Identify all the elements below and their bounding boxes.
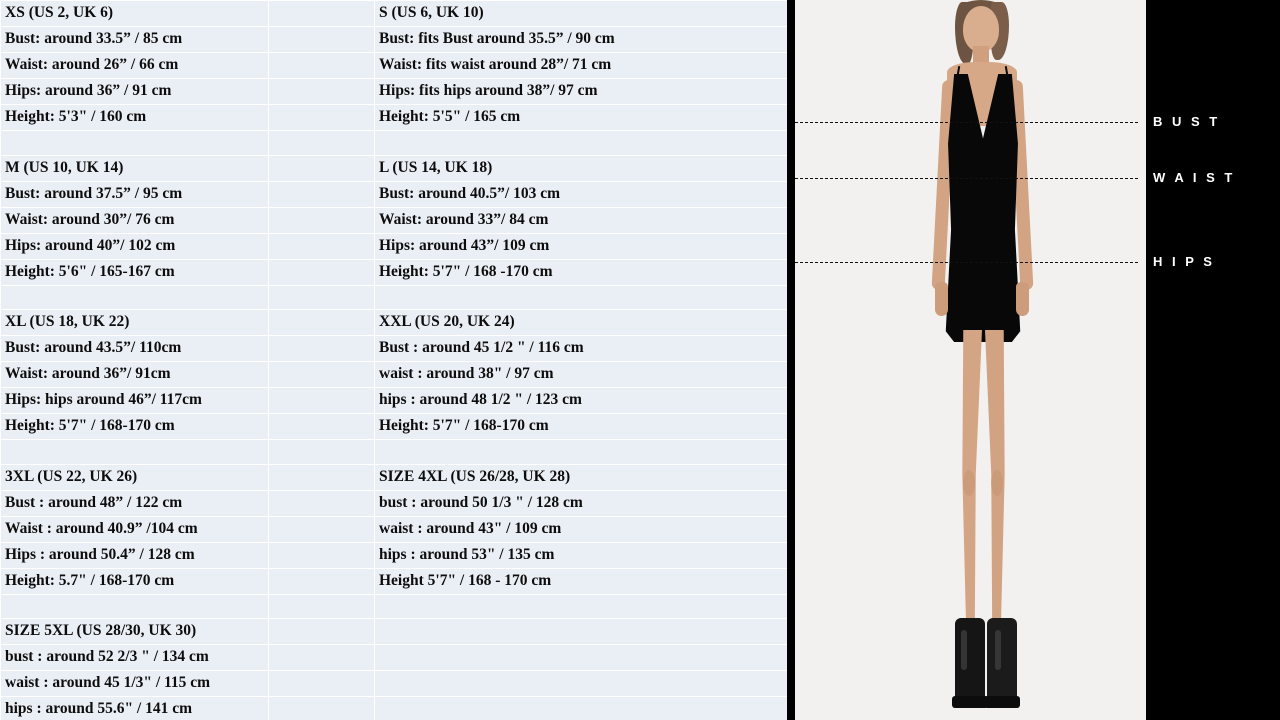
left-boot-highlight	[961, 630, 967, 670]
table-cell-empty	[269, 207, 375, 233]
hips-guide-line	[795, 262, 1138, 263]
table-cell-empty	[269, 155, 375, 181]
photo-letterbox-left	[787, 0, 795, 720]
table-row	[1, 645, 788, 671]
l-height: Height: 5'7" / 168 -170 cm	[375, 259, 788, 285]
table-row	[1, 490, 788, 516]
table-cell-empty	[375, 619, 788, 645]
table-row	[1, 181, 788, 207]
fourxl-height: Height 5'7" / 168 - 170 cm	[375, 568, 788, 594]
threexl-height: Height: 5.7" / 168-170 cm	[1, 568, 269, 594]
table-cell-empty	[269, 464, 375, 490]
right-boot-highlight	[995, 630, 1001, 670]
table-cell-empty	[1, 131, 269, 156]
table-row	[1, 542, 788, 568]
table-cell-empty	[269, 516, 375, 542]
table-row-spacer	[1, 440, 788, 465]
bust-guide-line	[795, 122, 1138, 123]
threexl-waist: Waist : around 40.9” /104 cm	[1, 516, 269, 542]
left-knee-shading	[963, 470, 975, 496]
table-row	[1, 259, 788, 285]
table-cell-empty	[375, 285, 788, 310]
size-heading-5xl: SIZE 5XL (US 28/30, UK 30)	[1, 619, 269, 645]
xxl-bust: Bust : around 45 1/2 " / 116 cm	[375, 336, 788, 362]
table-row	[1, 697, 788, 720]
table-cell-empty	[269, 594, 375, 619]
table-cell-empty	[269, 259, 375, 285]
table-row	[1, 568, 788, 594]
table-cell-empty	[269, 79, 375, 105]
table-row	[1, 464, 788, 490]
s-height: Height: 5'5" / 165 cm	[375, 105, 788, 131]
table-row-spacer	[1, 285, 788, 310]
table-row	[1, 207, 788, 233]
table-row	[1, 1, 788, 27]
xl-bust: Bust: around 43.5”/ 110cm	[1, 336, 269, 362]
fourxl-waist: waist : around 43" / 109 cm	[375, 516, 788, 542]
right-ankle-boot	[987, 618, 1017, 704]
size-heading-xs: XS (US 2, UK 6)	[1, 1, 269, 27]
table-row	[1, 388, 788, 414]
waist-guide-label: W A I S T	[1153, 170, 1236, 185]
table-cell-empty	[269, 440, 375, 465]
m-height: Height: 5'6" / 165-167 cm	[1, 259, 269, 285]
hips-guide-label: H I P S	[1153, 254, 1215, 269]
table-cell-empty	[375, 671, 788, 697]
model-photo-panel	[787, 0, 1280, 720]
size-heading-s: S (US 6, UK 10)	[375, 1, 788, 27]
size-heading-m: M (US 10, UK 14)	[1, 155, 269, 181]
table-row	[1, 79, 788, 105]
size-heading-l: L (US 14, UK 18)	[375, 155, 788, 181]
table-cell-empty	[269, 619, 375, 645]
table-cell-empty	[1, 440, 269, 465]
table-cell-empty	[269, 285, 375, 310]
model-photo	[787, 0, 1280, 720]
table-cell-empty	[269, 53, 375, 79]
table-cell-empty	[269, 310, 375, 336]
table-row-spacer	[1, 131, 788, 156]
table-row	[1, 362, 788, 388]
xl-height: Height: 5'7" / 168-170 cm	[1, 414, 269, 440]
s-waist: Waist: fits waist around 28”/ 71 cm	[375, 53, 788, 79]
xxl-hips: hips : around 48 1/2 " / 123 cm	[375, 388, 788, 414]
table-cell-empty	[269, 1, 375, 27]
model-figure	[795, 0, 1146, 720]
xl-waist: Waist: around 36”/ 91cm	[1, 362, 269, 388]
table-row	[1, 53, 788, 79]
fourxl-bust: bust : around 50 1/3 " / 128 cm	[375, 490, 788, 516]
table-cell-empty	[1, 285, 269, 310]
l-bust: Bust: around 40.5”/ 103 cm	[375, 181, 788, 207]
xs-waist: Waist: around 26” / 66 cm	[1, 53, 269, 79]
table-cell-empty	[375, 645, 788, 671]
table-row	[1, 27, 788, 53]
fivexl-waist: waist : around 45 1/3" / 115 cm	[1, 671, 269, 697]
xxl-height: Height: 5'7" / 168-170 cm	[375, 414, 788, 440]
xs-bust: Bust: around 33.5” / 85 cm	[1, 27, 269, 53]
table-row	[1, 414, 788, 440]
size-heading-xxl: XXL (US 20, UK 24)	[375, 310, 788, 336]
size-heading-xl: XL (US 18, UK 22)	[1, 310, 269, 336]
s-bust: Bust: fits Bust around 35.5” / 90 cm	[375, 27, 788, 53]
table-cell-empty	[269, 105, 375, 131]
m-bust: Bust: around 37.5” / 95 cm	[1, 181, 269, 207]
threexl-hips: Hips : around 50.4” / 128 cm	[1, 542, 269, 568]
table-cell-empty	[269, 645, 375, 671]
table-row-spacer	[1, 594, 788, 619]
table-cell-empty	[269, 131, 375, 156]
left-boot-sole	[952, 696, 988, 708]
l-hips: Hips: around 43”/ 109 cm	[375, 233, 788, 259]
table-cell-empty	[269, 490, 375, 516]
s-hips: Hips: fits hips around 38”/ 97 cm	[375, 79, 788, 105]
table-cell-empty	[269, 388, 375, 414]
table-cell-empty	[269, 697, 375, 720]
right-boot-sole	[984, 696, 1020, 708]
table-row	[1, 233, 788, 259]
left-hand	[935, 282, 948, 316]
xxl-waist: waist : around 38" / 97 cm	[375, 362, 788, 388]
left-ankle-boot	[955, 618, 985, 704]
table-cell-empty	[269, 542, 375, 568]
xs-height: Height: 5'3" / 160 cm	[1, 105, 269, 131]
table-cell-empty	[269, 336, 375, 362]
table-row	[1, 155, 788, 181]
table-cell-empty	[269, 181, 375, 207]
xs-hips: Hips: around 36” / 91 cm	[1, 79, 269, 105]
table-cell-empty	[375, 697, 788, 720]
table-cell-empty	[269, 27, 375, 53]
table-row	[1, 336, 788, 362]
waist-guide-line	[795, 178, 1138, 179]
l-waist: Waist: around 33”/ 84 cm	[375, 207, 788, 233]
table-cell-empty	[1, 594, 269, 619]
xl-hips: Hips: hips around 46”/ 117cm	[1, 388, 269, 414]
table-row	[1, 105, 788, 131]
table-cell-empty	[269, 414, 375, 440]
photo-letterbox-right	[1146, 0, 1280, 720]
table-cell-empty	[375, 594, 788, 619]
size-heading-4xl: SIZE 4XL (US 26/28, UK 28)	[375, 464, 788, 490]
fivexl-hips: hips : around 55.6" / 141 cm	[1, 697, 269, 720]
table-row	[1, 516, 788, 542]
right-knee-shading	[991, 470, 1003, 496]
m-waist: Waist: around 30”/ 76 cm	[1, 207, 269, 233]
m-hips: Hips: around 40”/ 102 cm	[1, 233, 269, 259]
table-row	[1, 310, 788, 336]
table-cell-empty	[375, 440, 788, 465]
fivexl-bust: bust : around 52 2/3 " / 134 cm	[1, 645, 269, 671]
table-row	[1, 671, 788, 697]
table-row	[1, 619, 788, 645]
size-heading-3xl: 3XL (US 22, UK 26)	[1, 464, 269, 490]
table-cell-empty	[269, 568, 375, 594]
table-cell-empty	[375, 131, 788, 156]
bust-guide-label: B U S T	[1153, 114, 1221, 129]
table-cell-empty	[269, 362, 375, 388]
threexl-bust: Bust : around 48” / 122 cm	[1, 490, 269, 516]
fourxl-hips: hips : around 53" / 135 cm	[375, 542, 788, 568]
right-hand	[1016, 282, 1029, 316]
table-cell-empty	[269, 671, 375, 697]
table-cell-empty	[269, 233, 375, 259]
